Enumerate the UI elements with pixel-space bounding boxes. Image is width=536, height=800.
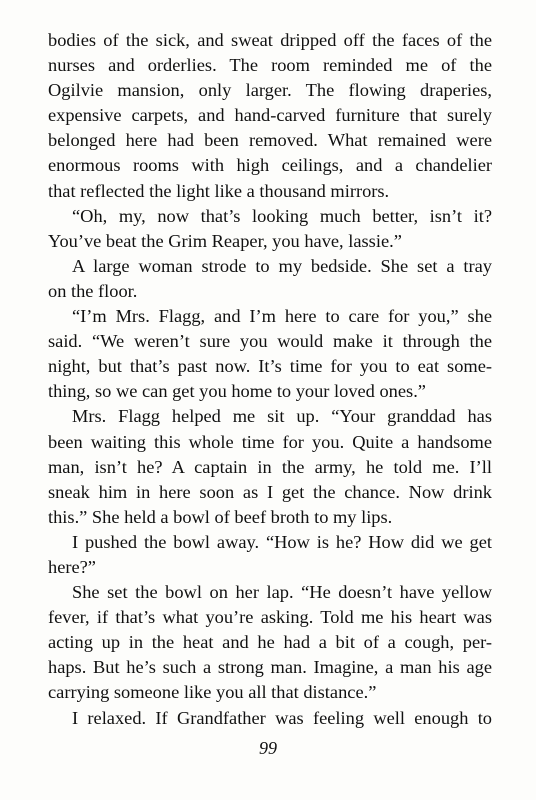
text-line: “I’m Mrs. Flagg, and I’m here to care for you,” she [72, 306, 492, 327]
text-line: bodies of the sick, and sweat dripped off the faces of the [48, 30, 492, 50]
text-line: fever, if that’s what you’re asking. Told me his heart was [48, 607, 492, 628]
text-line: She set the bowl on her lap. “He doesn’t have yellow [72, 582, 492, 603]
text-line: here?” [48, 556, 96, 577]
text-line: been waiting this whole time for you. Quite a handsome [48, 431, 492, 452]
text-line: on the floor. [48, 280, 138, 301]
text-line: man, isn’t he? A captain in the army, he told me. I’ll [48, 456, 492, 477]
text-line: thing, so we can get you home to your loved ones.” [48, 381, 426, 402]
text-line: belonged here had been removed. What remained were [48, 130, 492, 151]
text-line: said. “We weren’t sure you would make it through the [48, 331, 492, 352]
text-line: sneak him in here soon as I get the chance. Now drink [48, 481, 492, 502]
text-line: A large woman strode to my bedside. She set a tray [72, 255, 492, 276]
body-text [48, 28, 492, 731]
text-line: I relaxed. If Grandfather was feeling well enough to [72, 707, 492, 728]
text-line: You’ve beat the Grim Reaper, you have, lassie.” [48, 230, 402, 251]
text-line: expensive carpets, and hand-carved furniture that surely [48, 105, 492, 126]
text-line: carrying someone like you all that distance.” [48, 682, 377, 703]
page-number: 99 [259, 738, 277, 758]
text-line: haps. But he’s such a strong man. Imagine, a man his age [48, 657, 492, 678]
text-line: Mrs. Flagg helped me sit up. “Your granddad has [72, 406, 492, 427]
text-line: that reflected the light like a thousand mirrors. [48, 180, 390, 201]
text-line: night, but that’s past now. It’s time for you to eat some- [48, 356, 492, 377]
text-line: Ogilvie mansion, only larger. The flowing draperies, [48, 80, 492, 101]
text-line: acting up in the heat and he had a bit of a cough, per- [48, 632, 492, 653]
text-line: this.” She held a bowl of beef broth to my lips. [48, 506, 393, 527]
text-line: I pushed the bowl away. “How is he? How did we get [72, 531, 492, 552]
text-line: “Oh, my, now that’s looking much better, isn’t it? [72, 205, 492, 226]
text-line: nurses and orderlies. The room reminded me of the [48, 55, 492, 76]
text-line: enormous rooms with high ceilings, and a chandelier [48, 155, 492, 176]
